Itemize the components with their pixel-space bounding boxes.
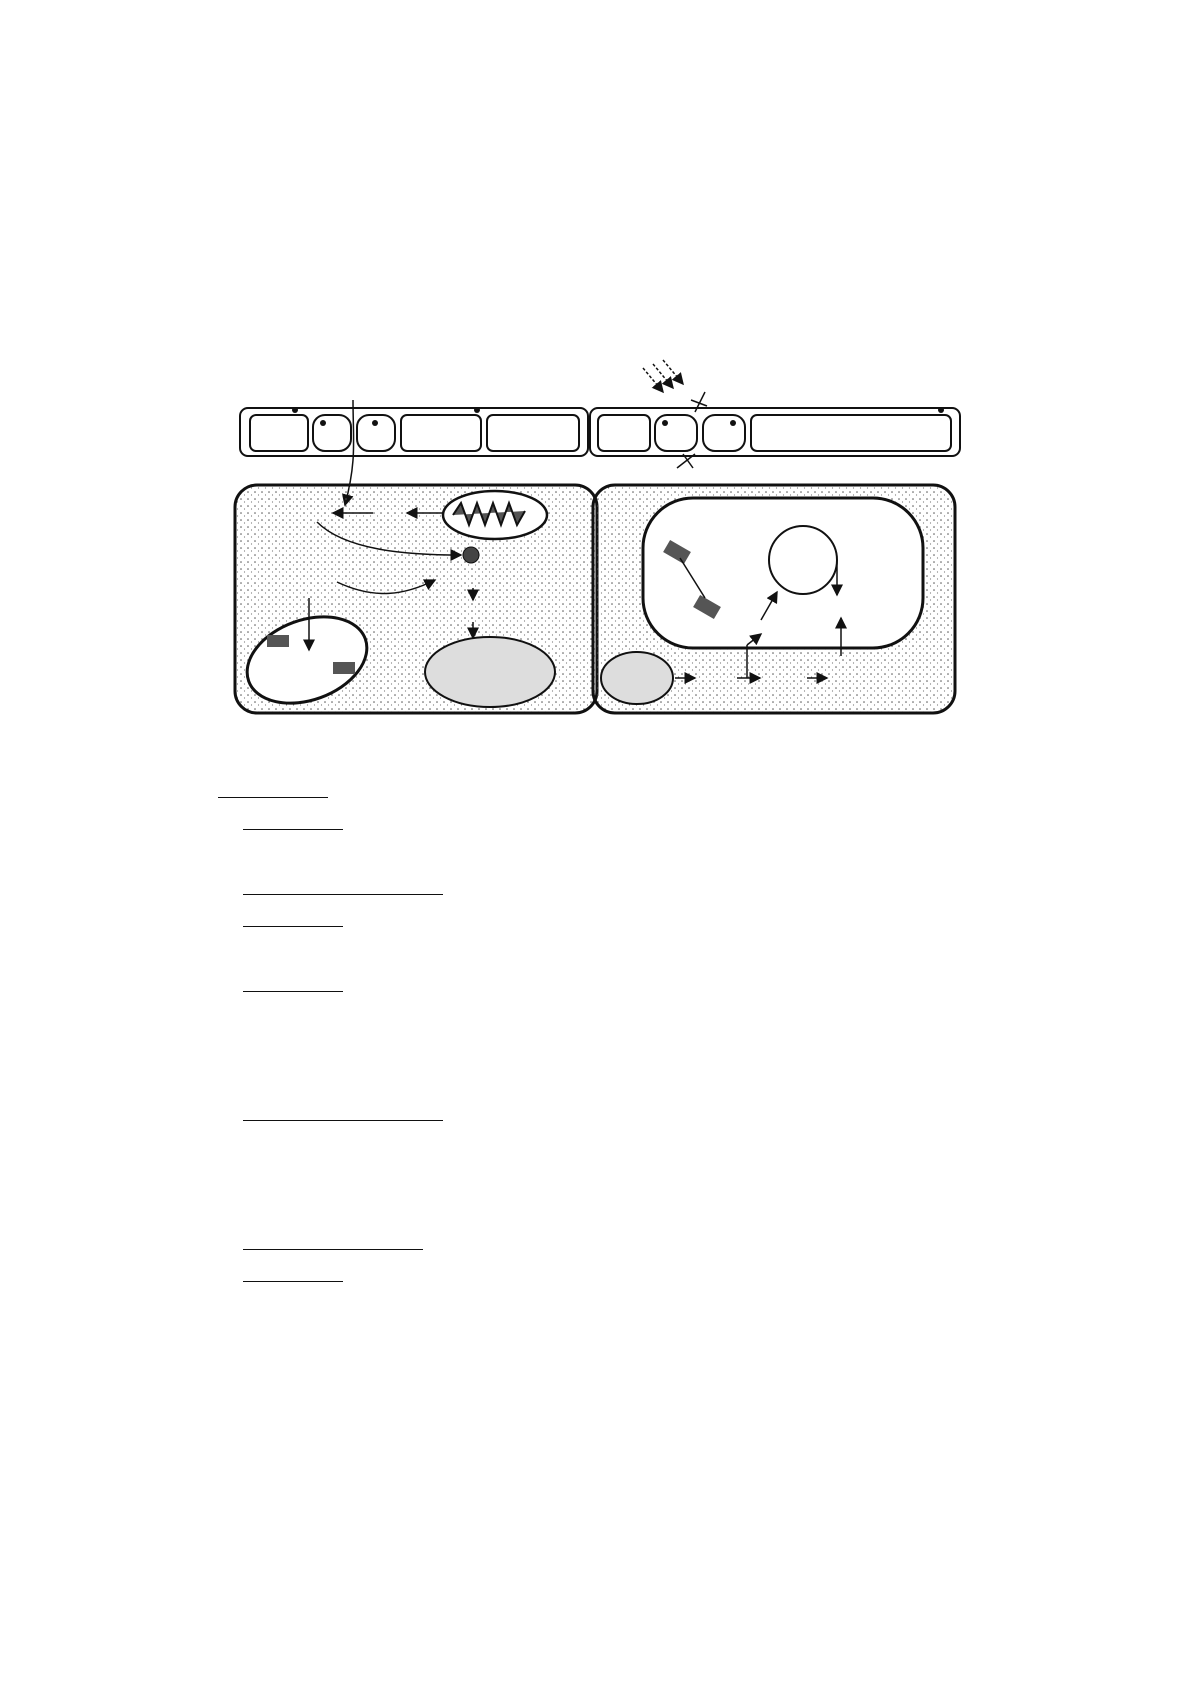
guard-cell xyxy=(313,415,351,451)
answer-blank[interactable] xyxy=(343,872,443,895)
answer-blank[interactable] xyxy=(243,969,343,992)
answer-blank[interactable] xyxy=(243,807,343,830)
answer-blank[interactable] xyxy=(243,1227,333,1250)
q19-p1-line1 xyxy=(218,775,328,803)
answer-blank[interactable] xyxy=(243,1259,343,1282)
cam-diagram xyxy=(225,350,1015,750)
answer-blank[interactable] xyxy=(333,1227,423,1250)
q19-p5-line5 xyxy=(243,1259,343,1287)
answer-blank[interactable] xyxy=(243,1098,343,1121)
answer-blank[interactable] xyxy=(243,904,343,927)
answer-blank[interactable] xyxy=(343,1098,443,1121)
q19-p2-line3 xyxy=(243,904,343,932)
answer-blank[interactable] xyxy=(218,775,328,798)
q19-p2-line2 xyxy=(243,872,443,900)
vacuole-dark xyxy=(425,637,555,707)
q19-p4-line4 xyxy=(243,1098,443,1126)
mitochondrion xyxy=(443,491,547,539)
right-panel-light xyxy=(590,360,960,713)
vacuole-light xyxy=(601,652,673,704)
answer-blank[interactable] xyxy=(243,872,343,895)
q19-p5-line4 xyxy=(243,1227,423,1255)
left-panel-dark xyxy=(235,400,597,719)
q19-p3-line2 xyxy=(243,969,343,997)
calvin-cycle xyxy=(769,526,837,594)
q19-p1-line2 xyxy=(243,807,343,835)
